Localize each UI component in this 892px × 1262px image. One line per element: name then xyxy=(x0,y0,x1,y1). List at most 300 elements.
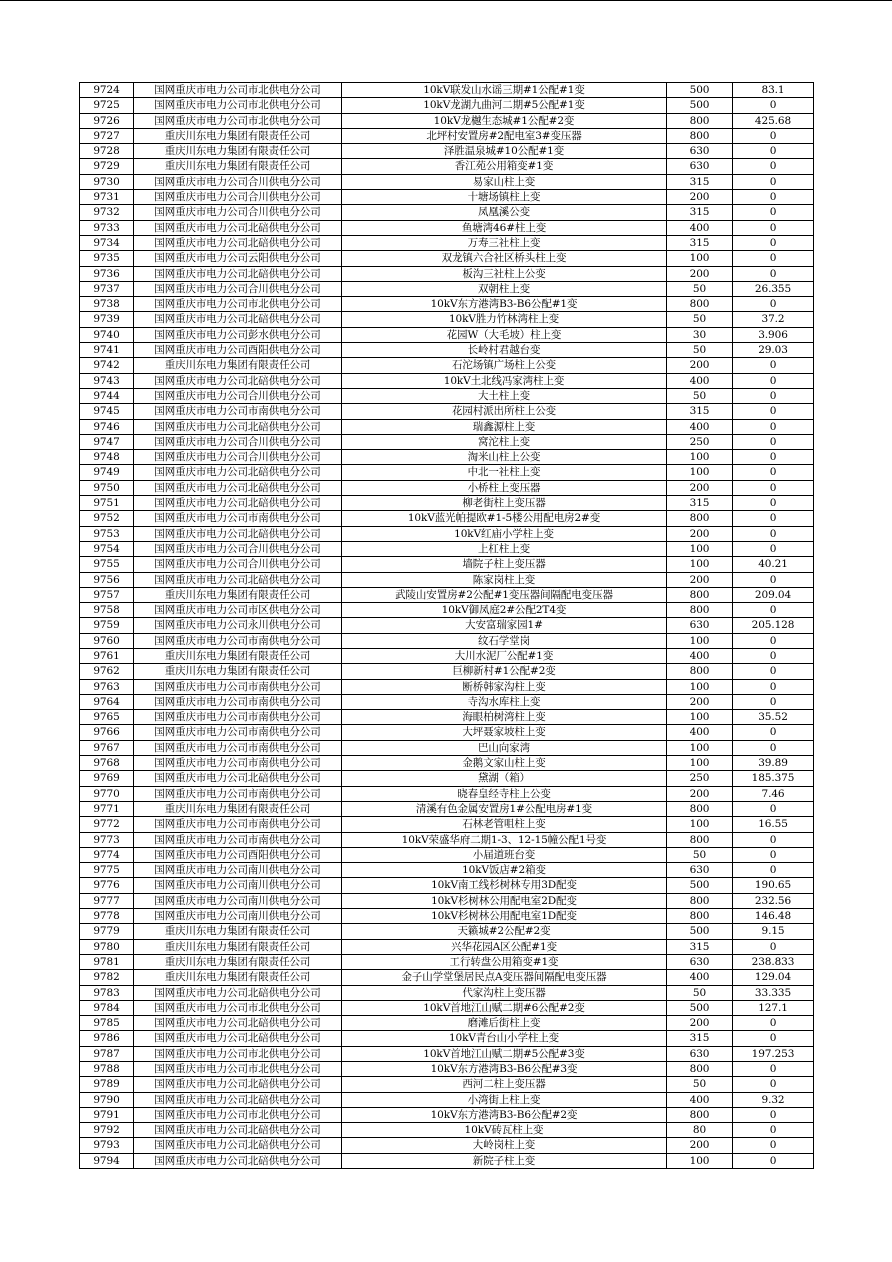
table-row xyxy=(80,174,814,189)
capacity-cell: 100 xyxy=(667,740,733,755)
row-number-cell: 9731 xyxy=(80,190,134,205)
value-cell: 0 xyxy=(733,1138,814,1153)
value-cell: 425.68 xyxy=(733,113,814,128)
value-cell: 127.1 xyxy=(733,1000,814,1015)
table-row xyxy=(80,817,814,832)
table-row xyxy=(80,128,814,143)
row-number-cell: 9756 xyxy=(80,572,134,587)
company-cell: 国网重庆市电力公司北碚供电分公司 xyxy=(134,1153,342,1168)
value-cell: 0 xyxy=(733,1016,814,1031)
value-cell: 0 xyxy=(733,373,814,388)
company-cell: 重庆川东电力集团有限责任公司 xyxy=(134,648,342,663)
capacity-cell: 500 xyxy=(667,878,733,893)
table-row xyxy=(80,970,814,985)
table-body xyxy=(80,83,814,1169)
capacity-cell: 50 xyxy=(667,847,733,862)
row-number-cell: 9790 xyxy=(80,1092,134,1107)
capacity-cell: 100 xyxy=(667,679,733,694)
capacity-cell: 500 xyxy=(667,1000,733,1015)
capacity-cell: 800 xyxy=(667,1062,733,1077)
company-cell: 国网重庆市电力公司北碚供电分公司 xyxy=(134,480,342,495)
value-cell: 0 xyxy=(733,174,814,189)
value-cell: 0 xyxy=(733,235,814,250)
transformer-name-cell: 墙院子柱上变压器 xyxy=(342,557,667,572)
company-cell: 国网重庆市电力公司市南供电分公司 xyxy=(134,786,342,801)
company-cell: 国网重庆市电力公司市北供电分公司 xyxy=(134,1062,342,1077)
transformer-name-cell: 工行转盘公用箱变#1变 xyxy=(342,954,667,969)
row-number-cell: 9728 xyxy=(80,144,134,159)
value-cell: 232.56 xyxy=(733,893,814,908)
row-number-cell: 9766 xyxy=(80,725,134,740)
value-cell: 205.128 xyxy=(733,618,814,633)
transformer-name-cell: 易家山柱上变 xyxy=(342,174,667,189)
table-row xyxy=(80,388,814,403)
capacity-cell: 800 xyxy=(667,893,733,908)
row-number-cell: 9732 xyxy=(80,205,134,220)
company-cell: 国网重庆市电力公司北碚供电分公司 xyxy=(134,1123,342,1138)
transformer-name-cell: 10kV土北线冯家湾柱上变 xyxy=(342,373,667,388)
table-row xyxy=(80,786,814,801)
capacity-cell: 100 xyxy=(667,465,733,480)
capacity-cell: 50 xyxy=(667,343,733,358)
row-number-cell: 9743 xyxy=(80,373,134,388)
transformer-name-cell: 陈家岗柱上变 xyxy=(342,572,667,587)
capacity-cell: 315 xyxy=(667,1031,733,1046)
company-cell: 国网重庆市电力公司市南供电分公司 xyxy=(134,725,342,740)
row-number-cell: 9771 xyxy=(80,801,134,816)
company-cell: 国网重庆市电力公司北碚供电分公司 xyxy=(134,1077,342,1092)
company-cell: 国网重庆市电力公司南川供电分公司 xyxy=(134,878,342,893)
row-number-cell: 9765 xyxy=(80,710,134,725)
table-row xyxy=(80,373,814,388)
row-number-cell: 9757 xyxy=(80,587,134,602)
table-row xyxy=(80,679,814,694)
company-cell: 国网重庆市电力公司北碚供电分公司 xyxy=(134,312,342,327)
row-number-cell: 9751 xyxy=(80,496,134,511)
transformer-name-cell: 寺沟水库柱上变 xyxy=(342,694,667,709)
company-cell: 国网重庆市电力公司南川供电分公司 xyxy=(134,863,342,878)
table-row xyxy=(80,1092,814,1107)
capacity-cell: 100 xyxy=(667,1153,733,1168)
row-number-cell: 9724 xyxy=(80,83,134,98)
company-cell: 国网重庆市电力公司北碚供电分公司 xyxy=(134,496,342,511)
value-cell: 0 xyxy=(733,847,814,862)
company-cell: 国网重庆市电力公司北碚供电分公司 xyxy=(134,1016,342,1031)
capacity-cell: 315 xyxy=(667,235,733,250)
capacity-cell: 630 xyxy=(667,863,733,878)
transformer-name-cell: 泽胜温泉城#10公配#1变 xyxy=(342,144,667,159)
capacity-cell: 200 xyxy=(667,1016,733,1031)
table-row xyxy=(80,327,814,342)
transformer-name-cell: 10kV首地江山赋二期#5公配#3变 xyxy=(342,1046,667,1061)
value-cell: 197.253 xyxy=(733,1046,814,1061)
row-number-cell: 9742 xyxy=(80,358,134,373)
value-cell: 0 xyxy=(733,450,814,465)
value-cell: 0 xyxy=(733,480,814,495)
value-cell: 0 xyxy=(733,1031,814,1046)
row-number-cell: 9752 xyxy=(80,511,134,526)
transformer-name-cell: 兴华花园A区公配#1变 xyxy=(342,939,667,954)
transformer-name-cell: 鱼塘湾46#柱上变 xyxy=(342,220,667,235)
capacity-cell: 100 xyxy=(667,450,733,465)
value-cell: 0 xyxy=(733,1077,814,1092)
row-number-cell: 9781 xyxy=(80,954,134,969)
table-row xyxy=(80,266,814,281)
company-cell: 国网重庆市电力公司合川供电分公司 xyxy=(134,388,342,403)
table-row xyxy=(80,404,814,419)
capacity-cell: 200 xyxy=(667,266,733,281)
row-number-cell: 9778 xyxy=(80,909,134,924)
capacity-cell: 400 xyxy=(667,970,733,985)
company-cell: 国网重庆市电力公司南川供电分公司 xyxy=(134,893,342,908)
row-number-cell: 9768 xyxy=(80,756,134,771)
transformer-name-cell: 10kV南工线杉树林专用3D配变 xyxy=(342,878,667,893)
capacity-cell: 315 xyxy=(667,174,733,189)
company-cell: 国网重庆市电力公司永川供电分公司 xyxy=(134,618,342,633)
table-row xyxy=(80,434,814,449)
capacity-cell: 250 xyxy=(667,434,733,449)
capacity-cell: 100 xyxy=(667,633,733,648)
capacity-cell: 200 xyxy=(667,1138,733,1153)
transformer-name-cell: 花园W（大毛坡）柱上变 xyxy=(342,327,667,342)
capacity-cell: 630 xyxy=(667,1046,733,1061)
value-cell: 9.32 xyxy=(733,1092,814,1107)
capacity-cell: 800 xyxy=(667,297,733,312)
company-cell: 国网重庆市电力公司市南供电分公司 xyxy=(134,740,342,755)
row-number-cell: 9738 xyxy=(80,297,134,312)
value-cell: 0 xyxy=(733,633,814,648)
capacity-cell: 800 xyxy=(667,603,733,618)
company-cell: 重庆川东电力集团有限责任公司 xyxy=(134,587,342,602)
value-cell: 0 xyxy=(733,434,814,449)
transformer-name-cell: 10kV东方港湾B3-B6公配#2变 xyxy=(342,1107,667,1122)
table-row xyxy=(80,297,814,312)
row-number-cell: 9726 xyxy=(80,113,134,128)
value-cell: 0 xyxy=(733,190,814,205)
value-cell: 39.89 xyxy=(733,756,814,771)
company-cell: 国网重庆市电力公司市北供电分公司 xyxy=(134,83,342,98)
table-row xyxy=(80,450,814,465)
row-number-cell: 9791 xyxy=(80,1107,134,1122)
row-number-cell: 9760 xyxy=(80,633,134,648)
capacity-cell: 50 xyxy=(667,985,733,1000)
value-cell: 0 xyxy=(733,572,814,587)
company-cell: 国网重庆市电力公司市北供电分公司 xyxy=(134,1046,342,1061)
capacity-cell: 315 xyxy=(667,205,733,220)
value-cell: 0 xyxy=(733,496,814,511)
table-row xyxy=(80,985,814,1000)
company-cell: 国网重庆市电力公司合川供电分公司 xyxy=(134,450,342,465)
table-row xyxy=(80,220,814,235)
transformer-name-cell: 清溪有色金属安置房1#公配电房#1变 xyxy=(342,801,667,816)
value-cell: 209.04 xyxy=(733,587,814,602)
row-number-cell: 9770 xyxy=(80,786,134,801)
transformer-name-cell: 巴山向家湾 xyxy=(342,740,667,755)
row-number-cell: 9749 xyxy=(80,465,134,480)
table-row xyxy=(80,1000,814,1015)
table-row xyxy=(80,511,814,526)
value-cell: 0 xyxy=(733,358,814,373)
value-cell: 35.52 xyxy=(733,710,814,725)
capacity-cell: 630 xyxy=(667,144,733,159)
value-cell: 0 xyxy=(733,251,814,266)
table-row xyxy=(80,939,814,954)
transformer-name-cell: 石沱场镇广场柱上公变 xyxy=(342,358,667,373)
table-row xyxy=(80,587,814,602)
value-cell: 0 xyxy=(733,128,814,143)
top-border-line xyxy=(0,0,892,1)
table-row xyxy=(80,358,814,373)
transformer-name-cell: 大川水泥厂公配#1变 xyxy=(342,648,667,663)
row-number-cell: 9725 xyxy=(80,98,134,113)
capacity-cell: 500 xyxy=(667,83,733,98)
transformer-name-cell: 10kV首地江山赋二期#6公配#2变 xyxy=(342,1000,667,1015)
company-cell: 国网重庆市电力公司市南供电分公司 xyxy=(134,710,342,725)
row-number-cell: 9755 xyxy=(80,557,134,572)
company-cell: 国网重庆市电力公司北碚供电分公司 xyxy=(134,526,342,541)
value-cell: 0 xyxy=(733,266,814,281)
row-number-cell: 9729 xyxy=(80,159,134,174)
company-cell: 国网重庆市电力公司南川供电分公司 xyxy=(134,909,342,924)
transformer-name-cell: 10kV杉树林公用配电室2D配变 xyxy=(342,893,667,908)
row-number-cell: 9764 xyxy=(80,694,134,709)
capacity-cell: 50 xyxy=(667,1077,733,1092)
transformer-name-cell: 海眼柏树湾柱上变 xyxy=(342,710,667,725)
table-row xyxy=(80,113,814,128)
company-cell: 国网重庆市电力公司北碚供电分公司 xyxy=(134,771,342,786)
capacity-cell: 800 xyxy=(667,801,733,816)
company-cell: 国网重庆市电力公司酉阳供电分公司 xyxy=(134,847,342,862)
table-row xyxy=(80,251,814,266)
table-row xyxy=(80,1046,814,1061)
table-row xyxy=(80,312,814,327)
row-number-cell: 9782 xyxy=(80,970,134,985)
row-number-cell: 9793 xyxy=(80,1138,134,1153)
row-number-cell: 9753 xyxy=(80,526,134,541)
row-number-cell: 9762 xyxy=(80,664,134,679)
table-row xyxy=(80,159,814,174)
row-number-cell: 9787 xyxy=(80,1046,134,1061)
company-cell: 国网重庆市电力公司市南供电分公司 xyxy=(134,694,342,709)
value-cell: 0 xyxy=(733,1062,814,1077)
capacity-cell: 800 xyxy=(667,832,733,847)
company-cell: 国网重庆市电力公司北碚供电分公司 xyxy=(134,1138,342,1153)
capacity-cell: 800 xyxy=(667,128,733,143)
table-row xyxy=(80,1107,814,1122)
company-cell: 国网重庆市电力公司合川供电分公司 xyxy=(134,205,342,220)
table-row xyxy=(80,419,814,434)
table-row xyxy=(80,281,814,296)
transformer-name-cell: 10kV龙湖九曲河二期#5公配#1变 xyxy=(342,98,667,113)
company-cell: 国网重庆市电力公司北碚供电分公司 xyxy=(134,266,342,281)
transformer-name-cell: 新院子柱上变 xyxy=(342,1153,667,1168)
company-cell: 国网重庆市电力公司市南供电分公司 xyxy=(134,404,342,419)
row-number-cell: 9754 xyxy=(80,541,134,556)
row-number-cell: 9763 xyxy=(80,679,134,694)
value-cell: 26.355 xyxy=(733,281,814,296)
row-number-cell: 9744 xyxy=(80,388,134,403)
row-number-cell: 9774 xyxy=(80,847,134,862)
capacity-cell: 200 xyxy=(667,786,733,801)
value-cell: 0 xyxy=(733,159,814,174)
row-number-cell: 9784 xyxy=(80,1000,134,1015)
company-cell: 国网重庆市电力公司合川供电分公司 xyxy=(134,434,342,449)
row-number-cell: 9780 xyxy=(80,939,134,954)
row-number-cell: 9772 xyxy=(80,817,134,832)
row-number-cell: 9783 xyxy=(80,985,134,1000)
company-cell: 重庆川东电力集团有限责任公司 xyxy=(134,954,342,969)
capacity-cell: 500 xyxy=(667,924,733,939)
row-number-cell: 9745 xyxy=(80,404,134,419)
transformer-name-cell: 北坪村安置房#2配电室3#变压器 xyxy=(342,128,667,143)
transformer-name-cell: 10kV御凤庭2#公配2T4变 xyxy=(342,603,667,618)
value-cell: 0 xyxy=(733,603,814,618)
transformer-name-cell: 淘米山柱上公变 xyxy=(342,450,667,465)
transformer-name-cell: 大土柱上变 xyxy=(342,388,667,403)
transformer-name-cell: 香江苑公用箱变#1变 xyxy=(342,159,667,174)
transformer-name-cell: 武陵山安置房#2公配#1变压器间隔配电变压器 xyxy=(342,587,667,602)
transformer-name-cell: 10kV龙樾生态城#1公配#2变 xyxy=(342,113,667,128)
table-row xyxy=(80,924,814,939)
capacity-cell: 400 xyxy=(667,419,733,434)
value-cell: 190.65 xyxy=(733,878,814,893)
company-cell: 国网重庆市电力公司云阳供电分公司 xyxy=(134,251,342,266)
transformer-name-cell: 小湾街上柱上变 xyxy=(342,1092,667,1107)
capacity-cell: 50 xyxy=(667,312,733,327)
transformer-name-cell: 10kV东方港湾B3-B6公配#1变 xyxy=(342,297,667,312)
company-cell: 重庆川东电力集团有限责任公司 xyxy=(134,358,342,373)
capacity-cell: 630 xyxy=(667,618,733,633)
transformer-name-cell: 大岭岗柱上变 xyxy=(342,1138,667,1153)
capacity-cell: 30 xyxy=(667,327,733,342)
capacity-cell: 315 xyxy=(667,939,733,954)
transformer-name-cell: 10kV蓝光帕提欧#1-5楼公用配电房2#变 xyxy=(342,511,667,526)
row-number-cell: 9794 xyxy=(80,1153,134,1168)
row-number-cell: 9776 xyxy=(80,878,134,893)
transformer-name-cell: 万寿三社柱上变 xyxy=(342,235,667,250)
capacity-cell: 200 xyxy=(667,358,733,373)
transformer-name-cell: 大坪聂家坡柱上变 xyxy=(342,725,667,740)
transformer-name-cell: 10kV饭店#2箱变 xyxy=(342,863,667,878)
table-row xyxy=(80,847,814,862)
transformer-name-cell: 纹石学堂岗 xyxy=(342,633,667,648)
value-cell: 0 xyxy=(733,144,814,159)
transformer-name-cell: 代家沟柱上变压器 xyxy=(342,985,667,1000)
value-cell: 238.833 xyxy=(733,954,814,969)
transformer-name-cell: 断桥韩家沟柱上变 xyxy=(342,679,667,694)
capacity-cell: 100 xyxy=(667,251,733,266)
value-cell: 0 xyxy=(733,297,814,312)
capacity-cell: 500 xyxy=(667,98,733,113)
company-cell: 国网重庆市电力公司合川供电分公司 xyxy=(134,541,342,556)
company-cell: 国网重庆市电力公司合川供电分公司 xyxy=(134,174,342,189)
table-row xyxy=(80,205,814,220)
capacity-cell: 400 xyxy=(667,725,733,740)
transformer-name-cell: 磨滩后街柱上变 xyxy=(342,1016,667,1031)
company-cell: 国网重庆市电力公司市北供电分公司 xyxy=(134,297,342,312)
transformer-name-cell: 金子山学堂堡居民点A变压器间隔配电变压器 xyxy=(342,970,667,985)
table-row xyxy=(80,878,814,893)
transformer-name-cell: 10kV东方港湾B3-B6公配#3变 xyxy=(342,1062,667,1077)
table-row xyxy=(80,557,814,572)
table-row xyxy=(80,954,814,969)
value-cell: 0 xyxy=(733,664,814,679)
table-row xyxy=(80,1138,814,1153)
row-number-cell: 9735 xyxy=(80,251,134,266)
capacity-cell: 400 xyxy=(667,648,733,663)
value-cell: 29.03 xyxy=(733,343,814,358)
capacity-cell: 100 xyxy=(667,817,733,832)
company-cell: 国网重庆市电力公司市北供电分公司 xyxy=(134,1000,342,1015)
table-row xyxy=(80,1062,814,1077)
table-row xyxy=(80,633,814,648)
company-cell: 国网重庆市电力公司北碚供电分公司 xyxy=(134,419,342,434)
row-number-cell: 9747 xyxy=(80,434,134,449)
row-number-cell: 9769 xyxy=(80,771,134,786)
table-row xyxy=(80,83,814,98)
value-cell: 0 xyxy=(733,832,814,847)
transformer-name-cell: 黛湖（箱） xyxy=(342,771,667,786)
company-cell: 国网重庆市电力公司北碚供电分公司 xyxy=(134,235,342,250)
value-cell: 3.906 xyxy=(733,327,814,342)
table-row xyxy=(80,909,814,924)
row-number-cell: 9761 xyxy=(80,648,134,663)
row-number-cell: 9737 xyxy=(80,281,134,296)
value-cell: 0 xyxy=(733,648,814,663)
capacity-cell: 200 xyxy=(667,572,733,587)
value-cell: 7.46 xyxy=(733,786,814,801)
capacity-cell: 250 xyxy=(667,771,733,786)
row-number-cell: 9775 xyxy=(80,863,134,878)
value-cell: 33.335 xyxy=(733,985,814,1000)
value-cell: 0 xyxy=(733,740,814,755)
company-cell: 国网重庆市电力公司市南供电分公司 xyxy=(134,679,342,694)
company-cell: 国网重庆市电力公司北碚供电分公司 xyxy=(134,220,342,235)
table-row xyxy=(80,648,814,663)
capacity-cell: 100 xyxy=(667,756,733,771)
row-number-cell: 9740 xyxy=(80,327,134,342)
company-cell: 国网重庆市电力公司市南供电分公司 xyxy=(134,511,342,526)
transformer-name-cell: 晓春皇经寺柱上公变 xyxy=(342,786,667,801)
row-number-cell: 9777 xyxy=(80,893,134,908)
capacity-cell: 200 xyxy=(667,480,733,495)
value-cell: 0 xyxy=(733,98,814,113)
capacity-cell: 400 xyxy=(667,220,733,235)
value-cell: 0 xyxy=(733,205,814,220)
value-cell: 0 xyxy=(733,419,814,434)
table-row xyxy=(80,863,814,878)
value-cell: 0 xyxy=(733,511,814,526)
capacity-cell: 200 xyxy=(667,694,733,709)
table-row xyxy=(80,465,814,480)
capacity-cell: 200 xyxy=(667,190,733,205)
company-cell: 国网重庆市电力公司市北供电分公司 xyxy=(134,113,342,128)
company-cell: 重庆川东电力集团有限责任公司 xyxy=(134,664,342,679)
company-cell: 国网重庆市电力公司合川供电分公司 xyxy=(134,190,342,205)
value-cell: 0 xyxy=(733,404,814,419)
capacity-cell: 400 xyxy=(667,373,733,388)
table-row xyxy=(80,98,814,113)
value-cell: 0 xyxy=(733,465,814,480)
table-row xyxy=(80,1077,814,1092)
table-row xyxy=(80,801,814,816)
table-row xyxy=(80,541,814,556)
value-cell: 0 xyxy=(733,694,814,709)
table-row xyxy=(80,526,814,541)
transformer-name-cell: 西河二柱上变压器 xyxy=(342,1077,667,1092)
table-row xyxy=(80,480,814,495)
row-number-cell: 9785 xyxy=(80,1016,134,1031)
